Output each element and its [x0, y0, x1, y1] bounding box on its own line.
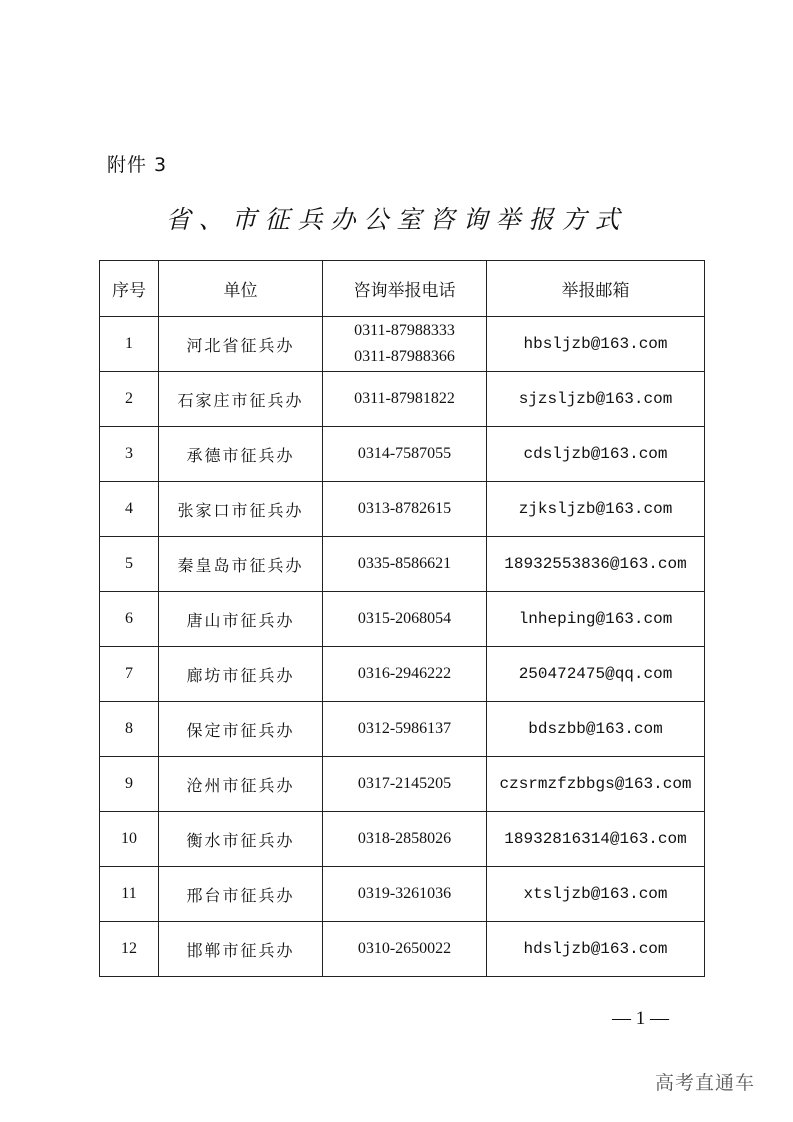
table-row	[100, 702, 705, 757]
document-title: 省、市征兵办公室咨询举报方式	[165, 205, 628, 234]
row-number: 8	[100, 702, 159, 757]
row-phone	[323, 757, 487, 812]
header-serial-number: 序号	[100, 261, 159, 317]
row-number: 1	[100, 317, 159, 372]
row-phone	[323, 812, 487, 867]
row-unit: 衡水市征兵办	[159, 812, 323, 867]
row-number: 2	[100, 372, 159, 427]
row-unit: 承德市征兵办	[159, 427, 323, 482]
attachment-label: 附件 3	[107, 154, 168, 176]
table-row	[100, 427, 705, 482]
row-number: 12	[100, 922, 159, 977]
row-number: 9	[100, 757, 159, 812]
row-number: 6	[100, 592, 159, 647]
table-row	[100, 647, 705, 702]
table-row	[100, 812, 705, 867]
phone-number: 0319-3261036	[357, 885, 452, 902]
row-email: hdsljzb@163.com	[487, 922, 705, 977]
row-phone	[323, 922, 487, 977]
row-unit: 邯郸市征兵办	[159, 922, 323, 977]
table-row	[100, 922, 705, 977]
row-unit: 石家庄市征兵办	[159, 372, 323, 427]
row-unit: 沧州市征兵办	[159, 757, 323, 812]
phone-number: 0313-8782615	[357, 500, 452, 517]
phone-number: 0311-87988366	[354, 348, 455, 365]
header-phone: 咨询举报电话	[323, 261, 487, 317]
row-email: 250472475@qq.com	[487, 647, 705, 702]
row-unit: 秦皇岛市征兵办	[159, 537, 323, 592]
phone-number: 0312-5986137	[357, 720, 452, 737]
phone-number: 0311-87981822	[354, 390, 455, 407]
row-phone	[323, 372, 487, 427]
row-unit: 唐山市征兵办	[159, 592, 323, 647]
phone-number: 0315-2068054	[357, 610, 452, 627]
row-unit: 保定市征兵办	[159, 702, 323, 757]
row-number: 3	[100, 427, 159, 482]
page-number: — 1 —	[612, 1008, 669, 1029]
table-row	[100, 537, 705, 592]
row-email: bdszbb@163.com	[487, 702, 705, 757]
row-phone	[323, 592, 487, 647]
table-body	[100, 317, 705, 977]
header-unit: 单位	[159, 261, 323, 317]
row-email: sjzsljzb@163.com	[487, 372, 705, 427]
table-row	[100, 867, 705, 922]
row-number: 5	[100, 537, 159, 592]
row-phone	[323, 647, 487, 702]
row-email: 18932816314@163.com	[487, 812, 705, 867]
row-phone	[323, 702, 487, 757]
row-email: cdsljzb@163.com	[487, 427, 705, 482]
row-number: 10	[100, 812, 159, 867]
row-phone	[323, 317, 487, 372]
row-phone	[323, 867, 487, 922]
header-email: 举报邮箱	[487, 261, 705, 317]
row-phone	[323, 482, 487, 537]
row-phone	[323, 427, 487, 482]
row-unit: 廊坊市征兵办	[159, 647, 323, 702]
table-row	[100, 317, 705, 372]
row-email: 18932553836@163.com	[487, 537, 705, 592]
row-unit: 河北省征兵办	[159, 317, 323, 372]
row-number: 4	[100, 482, 159, 537]
table-row	[100, 482, 705, 537]
phone-number: 0318-2858026	[357, 830, 452, 847]
watermark-text: 高考直通车	[655, 1072, 756, 1094]
table-row	[100, 757, 705, 812]
row-unit: 张家口市征兵办	[159, 482, 323, 537]
table-row	[100, 372, 705, 427]
row-number: 11	[100, 867, 159, 922]
phone-number: 0311-87988333	[354, 322, 455, 339]
contact-table	[99, 260, 705, 977]
table-row	[100, 592, 705, 647]
phone-number: 0310-2650022	[357, 940, 452, 957]
row-email: zjksljzb@163.com	[487, 482, 705, 537]
phone-number: 0314-7587055	[357, 445, 452, 462]
phone-number: 0335-8586621	[357, 555, 452, 572]
row-email: lnheping@163.com	[487, 592, 705, 647]
table-header-row	[100, 261, 705, 317]
row-phone	[323, 537, 487, 592]
phone-number: 0317-2145205	[357, 775, 452, 792]
row-email: czsrmzfzbbgs@163.com	[487, 757, 705, 812]
row-unit: 邢台市征兵办	[159, 867, 323, 922]
phone-number: 0316-2946222	[357, 665, 452, 682]
row-number: 7	[100, 647, 159, 702]
row-email: xtsljzb@163.com	[487, 867, 705, 922]
row-email: hbsljzb@163.com	[487, 317, 705, 372]
